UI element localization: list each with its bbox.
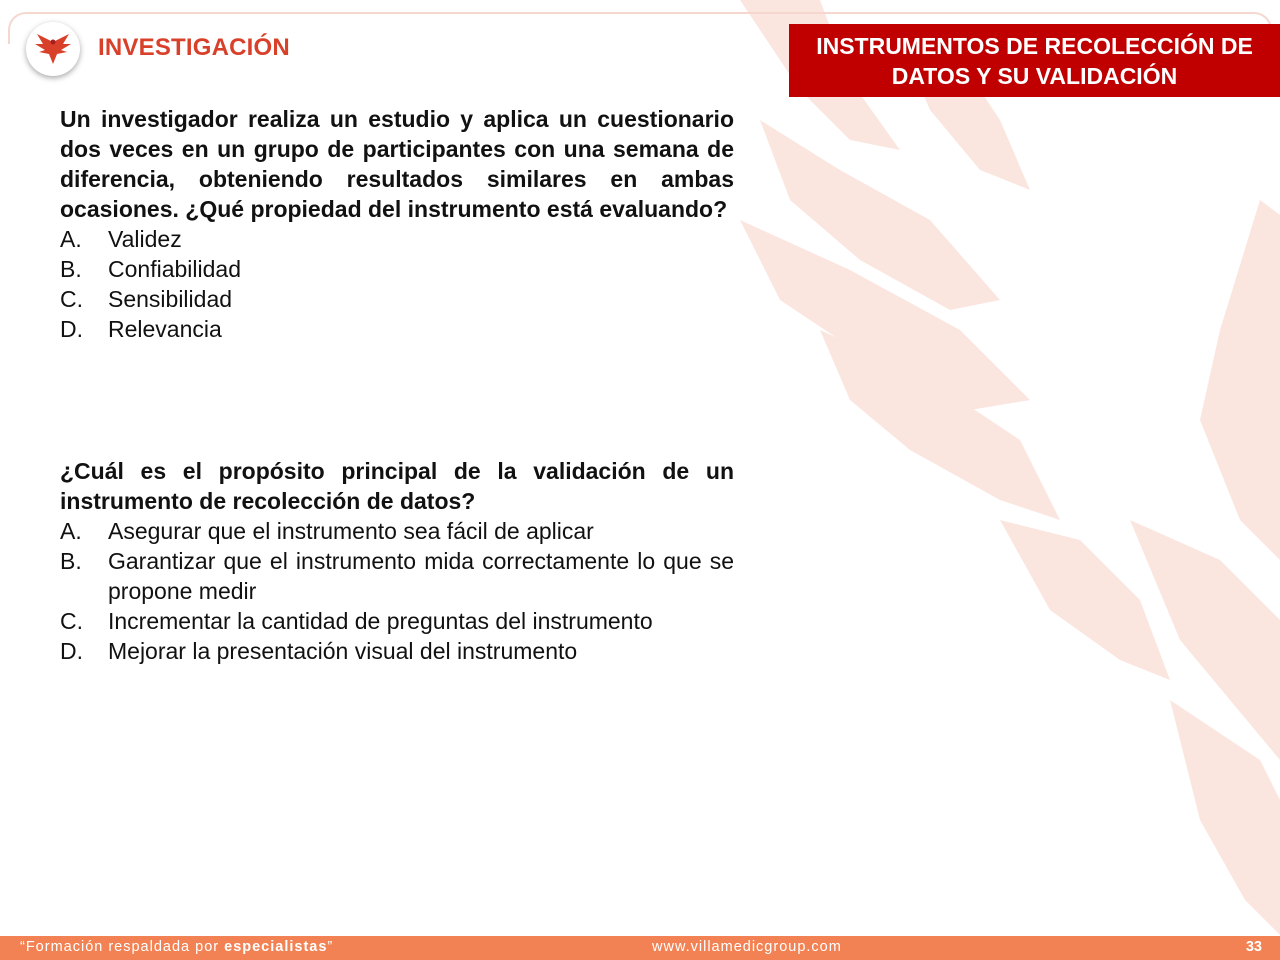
footer-slogan <box>20 939 333 955</box>
footer-bar <box>0 936 1280 960</box>
option-letter: C. <box>60 286 83 312</box>
logo-badge <box>26 22 80 76</box>
option-list <box>60 224 734 344</box>
slogan-bold: especialistas <box>224 939 328 955</box>
slide-title-line2: DATOS Y SU VALIDACIÓN <box>891 62 1178 89</box>
option-item <box>60 516 734 546</box>
option-item <box>60 224 734 254</box>
option-text: Mejorar la presentación visual del instrumento <box>108 638 578 664</box>
section-label: INVESTIGACIÓN <box>98 34 290 61</box>
question-2 <box>60 456 734 666</box>
option-text: Relevancia <box>108 316 222 342</box>
phoenix-logo-icon <box>33 32 73 66</box>
option-text: Confiabilidad <box>108 256 241 282</box>
question-text: ¿Cuál es el propósito principal de la validación de un instrumento de recolección de datos? <box>60 458 734 514</box>
option-letter: C. <box>60 608 83 634</box>
question-1 <box>60 104 734 344</box>
option-item <box>60 546 734 606</box>
option-text: Validez <box>108 226 182 252</box>
option-text: Sensibilidad <box>108 286 233 312</box>
question-text: Un investigador realiza un estudio y aplica un cuestionario dos veces en un grupo de participantes con una semana de diferencia, obteniendo resultados similares en ambas ocasiones. ¿Qué propiedad del instrumento está evaluando? <box>60 106 734 222</box>
option-letter: D. <box>60 316 83 342</box>
slide-title-line1: INSTRUMENTOS DE RECOLECCIÓN DE <box>816 32 1253 59</box>
option-item <box>60 606 734 636</box>
footer-website-link[interactable]: www.villamedicgroup.com <box>652 939 842 955</box>
option-letter: A. <box>60 226 82 252</box>
slogan-suffix: ” <box>327 939 334 955</box>
option-text: Asegurar que el instrumento sea fácil de aplicar <box>108 518 594 544</box>
option-letter: B. <box>60 548 82 574</box>
option-letter: D. <box>60 638 83 664</box>
option-item <box>60 284 734 314</box>
option-item <box>60 314 734 344</box>
slide-title <box>789 24 1280 97</box>
option-text: Incrementar la cantidad de preguntas del instrumento <box>108 608 653 634</box>
option-letter: B. <box>60 256 82 282</box>
quiz-content <box>60 104 734 666</box>
option-item <box>60 254 734 284</box>
option-list <box>60 516 734 666</box>
option-item <box>60 636 734 666</box>
slogan-prefix: “Formación respaldada por <box>20 939 225 955</box>
option-text: Garantizar que el instrumento mida correctamente lo que se propone medir <box>108 548 734 604</box>
phoenix-watermark-icon <box>700 0 1280 935</box>
page-number: 33 <box>1245 939 1262 955</box>
option-letter: A. <box>60 518 82 544</box>
